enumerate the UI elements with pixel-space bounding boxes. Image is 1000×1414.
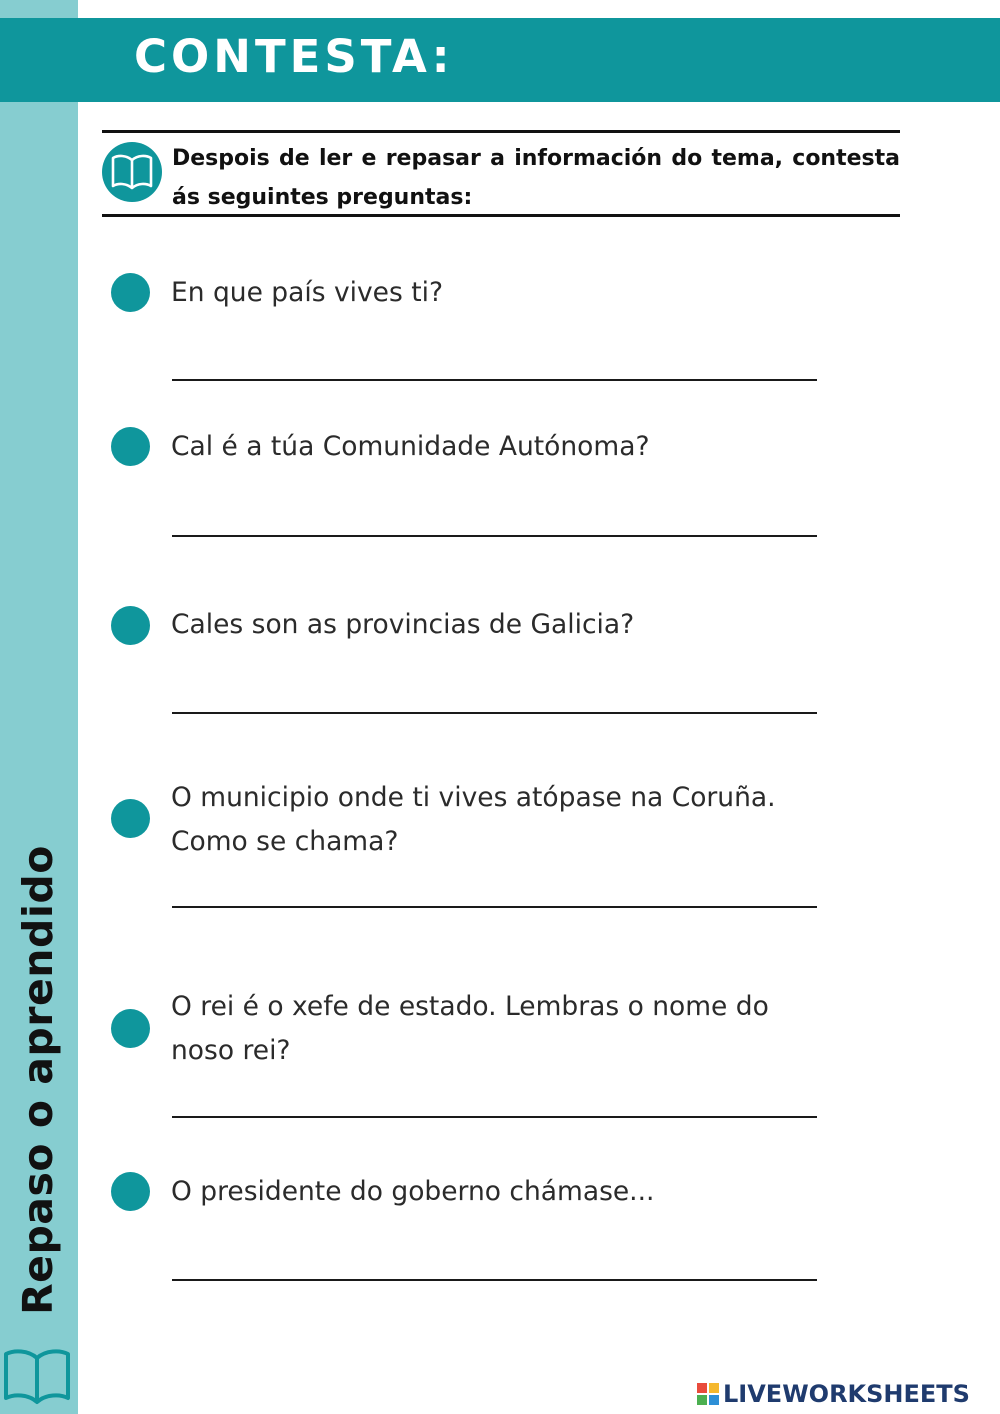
answer-line[interactable] [172, 379, 817, 381]
sidebar-title: Repaso o aprendido [14, 845, 62, 1315]
question-text: O rei é o xefe de estado. Lembras o nome do noso rei? [171, 991, 769, 1066]
question-text: O municipio onde ti vives atópase na Coruña. Como se chama? [171, 782, 776, 857]
answer-line[interactable] [172, 1279, 817, 1281]
question-bullet [111, 273, 150, 312]
question-text: Cal é a túa Comunidade Autónoma? [171, 431, 650, 462]
open-book-icon [110, 152, 154, 192]
question-bullet [111, 799, 150, 838]
intro-top-rule [102, 130, 900, 133]
logo-text: LIVEWORKSHEETS [723, 1380, 970, 1408]
answer-line[interactable] [172, 1116, 817, 1118]
open-book-icon [2, 1346, 72, 1406]
question-text: O presidente do goberno chámase... [171, 1176, 655, 1207]
question-bullet [111, 606, 150, 645]
question-text: En que país vives ti? [171, 277, 444, 308]
logo-mark-icon [697, 1383, 719, 1405]
question-text: Cales son as provincias de Galicia? [171, 609, 635, 640]
sidebar [0, 0, 78, 1414]
intro-icon-badge [102, 142, 162, 202]
answer-line[interactable] [172, 712, 817, 714]
liveworksheets-logo [697, 1379, 970, 1409]
question-bullet [111, 427, 150, 466]
page-title: CONTESTA: [134, 30, 454, 83]
instructions-text: Despois de ler e repasar a información do tema, contesta ás seguintes preguntas: [172, 146, 900, 210]
intro-bottom-rule [102, 214, 900, 217]
answer-line[interactable] [172, 906, 817, 908]
question-bullet [111, 1009, 150, 1048]
question-bullet [111, 1172, 150, 1211]
answer-line[interactable] [172, 535, 817, 537]
